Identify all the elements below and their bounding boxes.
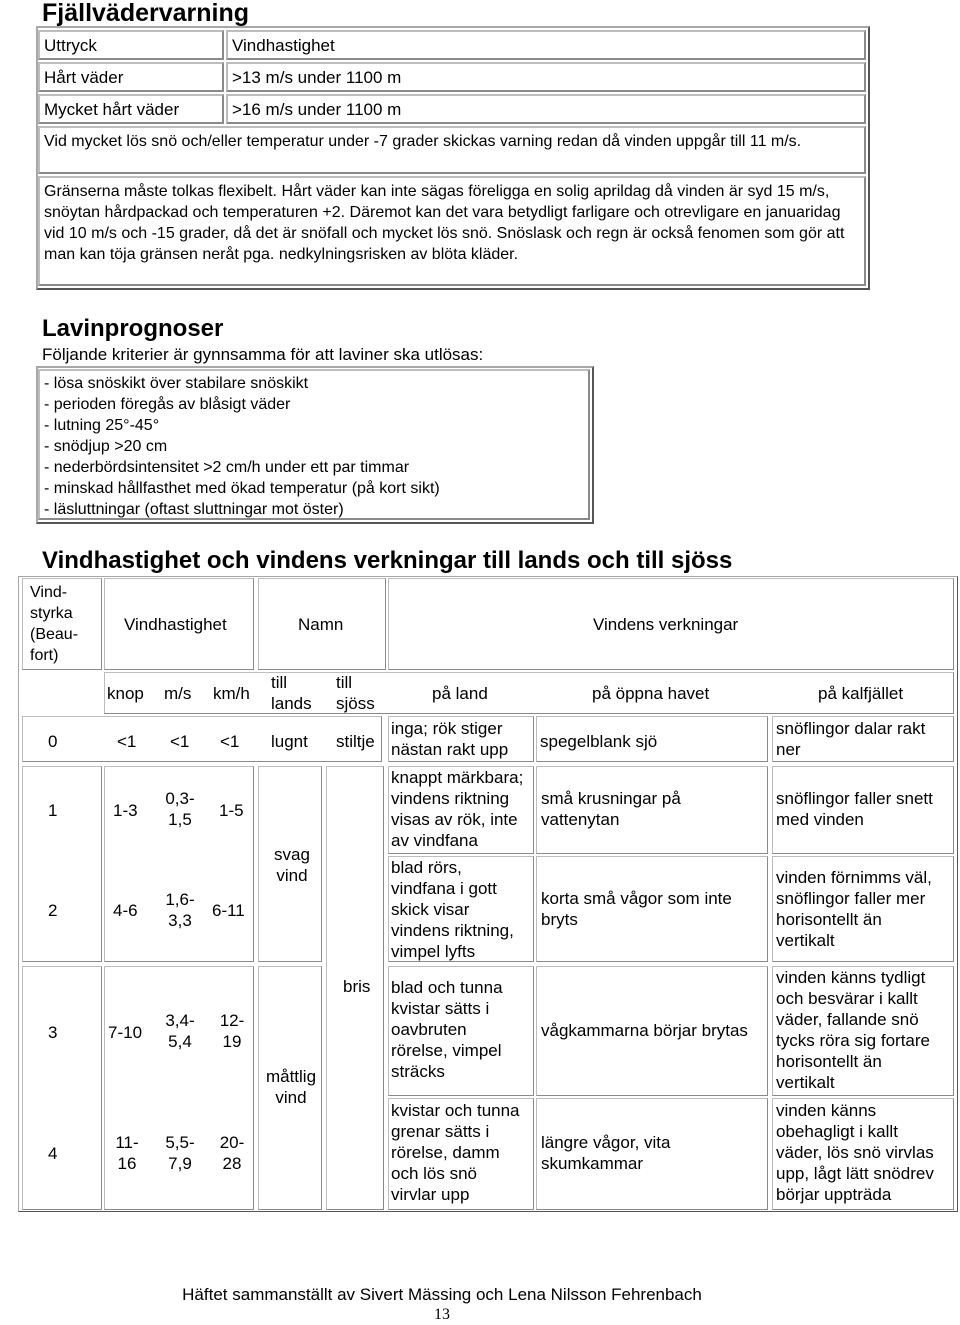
subheader-ms: m/s	[164, 684, 192, 703]
row-2-kmh: 6-11	[212, 901, 245, 920]
row-0-on-land: inga; rök stiger nästan rakt upp	[388, 716, 534, 762]
sea-group-bris-text: bris	[343, 977, 371, 996]
header-speed: Vindhastighet	[124, 615, 227, 634]
header-effects: Vindens verkningar	[593, 615, 739, 634]
list-item: - snödjup >20 cm	[44, 438, 168, 455]
table-header-cell: Uttryck	[38, 30, 224, 60]
row-4-kmh: 20- 28	[219, 1133, 245, 1173]
row-2-on-land: blad rörs, vindfana i gott skick visar vindens riktning, vimpel lyfts	[388, 856, 534, 962]
row-2-mountain: vinden förnimms väl, snöflingor faller mer horisontellt än vertikalt	[772, 856, 954, 962]
row-3-open-sea: vågkammarna börjar brytas	[536, 966, 768, 1096]
subheader-mountain: på kalfjället	[818, 684, 904, 703]
header-name: Namn	[298, 615, 344, 634]
avalanche-criteria-list	[38, 369, 590, 520]
row-4-knop: 11- 16	[115, 1133, 139, 1173]
row-2-beaufort: 2	[48, 901, 58, 920]
warning-paragraph: Gränserna måste tolkas flexibelt. Hårt väder kan inte sägas föreligga en solig aprildag då vinden är syd 15 m/s, snöytan hårdpackad och temperaturen +2. Däremot kan det vara betydligt farligare och otrevligare en januaridag vid 10 m/s och -15 grader, då det är snöfall och mycket lös snö. Snöslask och regn är också fenomen som gör att man kan töja gränsen neråt pga. nedkylningsrisken av blöta kläder.	[38, 176, 866, 286]
row-0-sea: stiltje	[336, 732, 375, 751]
row-4-ms: 5,5- 7,9	[165, 1133, 195, 1173]
list-item: - perioden föregås av blåsigt väder	[44, 396, 291, 413]
rows-3-4-bf-group	[22, 966, 102, 1210]
row-4-mountain: vinden känns obehagligt i kallt väder, lös snö virvlas upp, lågt lätt snödrev börjar uppträda	[772, 1098, 954, 1210]
row-3-mountain: vinden känns tydligt och besvärar i kallt väder, fallande snö tycks röra sig fortare horisontellt än vertikalt	[772, 966, 954, 1096]
land-group-svag-text: svag vind	[274, 845, 310, 885]
table-header-cell: Vindhastighet	[226, 30, 866, 60]
row-0-open-sea-text: spegelblank sjö	[540, 732, 658, 751]
table-row-label: Mycket hårt väder	[38, 94, 224, 124]
row-4-on-land: kvistar och tunna grenar sätts i rörelse, damm och lös snö virvlar upp	[388, 1098, 534, 1210]
table-row-label: Hårt väder	[38, 62, 224, 92]
subheader-sea: till sjöss	[336, 673, 375, 713]
header-beaufort-text: Vind- styrka (Beau- fort)	[30, 584, 79, 664]
row-0-land: lugnt	[271, 732, 308, 751]
section-title-fjallvadervarning: Fjällvädervarning	[42, 0, 250, 27]
list-item: - lösa snöskikt över stabilare snöskikt	[44, 375, 309, 392]
row-2-knop: 4-6	[113, 901, 138, 920]
row-2-open-sea: korta små vågor som inte bryts	[536, 856, 768, 962]
section-title-lavinprognoser: Lavinprognoser	[42, 315, 224, 342]
row-1-on-land: knappt märkbara; vindens riktning visas av rök, inte av vindfana	[388, 766, 534, 854]
row-1-beaufort: 1	[48, 801, 58, 820]
table-row-value: >16 m/s under 1100 m	[226, 94, 866, 124]
row-0-kmh: <1	[220, 732, 240, 751]
list-item: - läsluttningar (oftast sluttningar mot öster)	[44, 501, 344, 518]
subheader-on-land: på land	[432, 684, 488, 703]
row-1-knop: 1-3	[113, 801, 138, 820]
row-1-kmh: 1-5	[219, 801, 244, 820]
row-0-beaufort: 0	[48, 732, 58, 751]
subheader-kmh: km/h	[213, 684, 250, 703]
rows-1-2-bf-group	[22, 766, 102, 962]
row-3-kmh: 12- 19	[219, 1011, 245, 1051]
land-group-mattlig-text: måttlig vind	[265, 1067, 317, 1107]
list-item: - lutning 25°-45°	[44, 417, 160, 434]
row-3-beaufort: 3	[48, 1023, 58, 1042]
row-0-ms: <1	[170, 732, 190, 751]
footer-credit: Häftet sammanställt av Sivert Mässing och Lena Nilsson Fehrenbach	[182, 1285, 702, 1304]
page-number: 13	[434, 1306, 450, 1323]
row-4-beaufort: 4	[48, 1144, 58, 1163]
row-3-on-land: blad och tunna kvistar sätts i oavbruten rörelse, vimpel sträcks	[388, 966, 534, 1096]
avalanche-intro: Följande kriterier är gynnsamma för att laviner ska utlösas:	[42, 345, 484, 364]
row-1-mountain: snöflingor faller snett med vinden	[772, 766, 954, 854]
table-row-value: >13 m/s under 1100 m	[226, 62, 866, 92]
warning-note: Vid mycket lös snö och/eller temperatur under -7 grader skickas varning redan då vinden uppgår till 11 m/s.	[38, 126, 866, 174]
row-0-mountain: snöflingor dalar rakt ner	[772, 716, 954, 762]
subheader-open-sea: på öppna havet	[592, 684, 710, 703]
row-3-ms: 3,4- 5,4	[165, 1011, 195, 1051]
row-1-ms: 0,3- 1,5	[165, 789, 195, 829]
subheader-land: till lands	[271, 673, 312, 713]
row-0-cell	[22, 716, 382, 762]
list-item: - nederbördsintensitet >2 cm/h under ett par timmar	[44, 459, 410, 476]
row-4-open-sea: längre vågor, vita skumkammar	[536, 1098, 768, 1210]
row-1-open-sea: små krusningar på vattenytan	[536, 766, 768, 854]
row-2-ms: 1,6- 3,3	[165, 890, 195, 930]
row-3-knop: 7-10	[108, 1023, 143, 1042]
section-title-wind: Vindhastighet och vindens verkningar till lands och till sjöss	[42, 547, 733, 574]
subheader-knop: knop	[107, 684, 144, 703]
row-0-knop: <1	[117, 732, 137, 751]
list-item: - minskad hållfasthet med ökad temperatur (på kort sikt)	[44, 480, 440, 497]
